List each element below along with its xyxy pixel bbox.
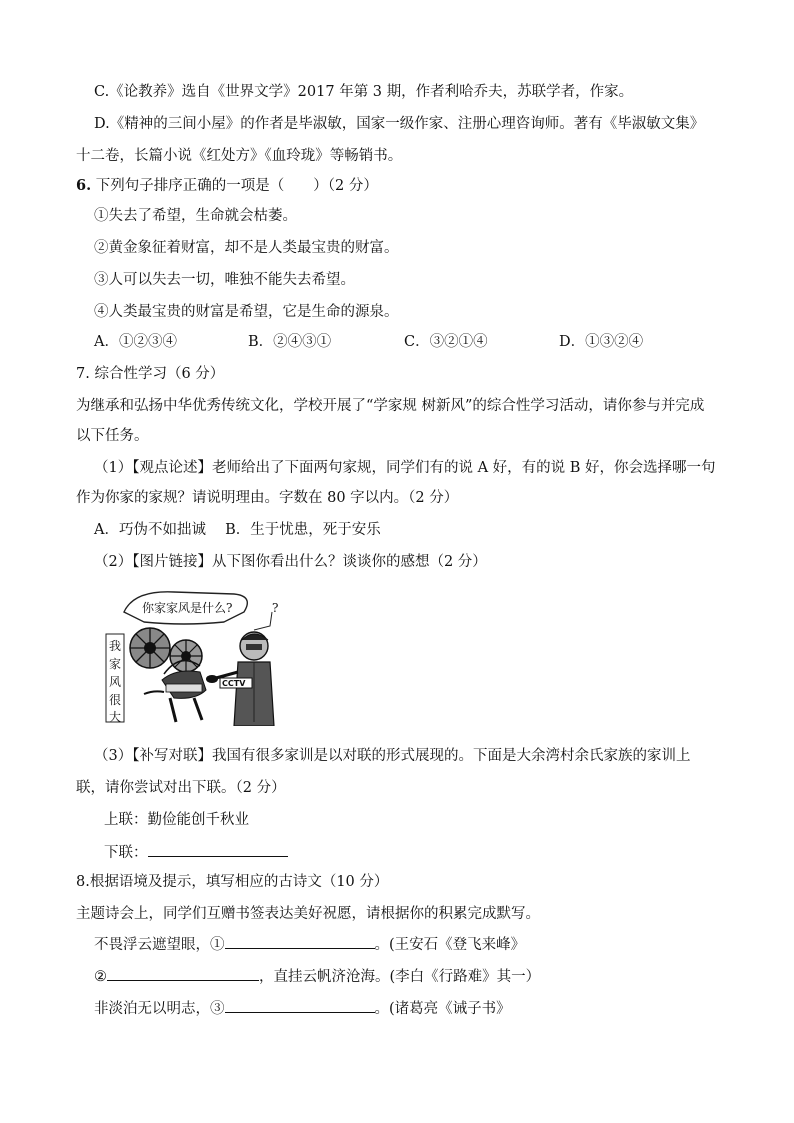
- q8-line3-start: 非淡泊无以明志，③: [94, 1001, 225, 1017]
- q8-blank-1[interactable]: [225, 934, 375, 949]
- q8-line2-end: ，直挂云帆济沧海。(李白《行路难》其一）: [259, 969, 541, 985]
- q7-intro-line2: 以下任务。: [76, 428, 149, 444]
- q6-option-c: C．③②①④: [404, 334, 488, 350]
- q8-title: 8.根据语境及提示，填写相应的古诗文（10 分）: [76, 874, 389, 890]
- q8-line2-start: ②: [94, 969, 107, 985]
- cartoon-speech-text: 你家家风是什么?: [142, 601, 233, 615]
- q8-blank-2[interactable]: [107, 966, 259, 981]
- q6-stem: [76, 176, 378, 196]
- q8-line1-end: 。(王安石《登飞来峰》: [374, 937, 526, 953]
- q6-number: 6.: [76, 177, 92, 194]
- q7-task2: （2）【图片链接】从下图你看出什么？谈谈你的感想（2 分）: [94, 554, 487, 570]
- q8-line1-start: 不畏浮云遮望眼，①: [94, 937, 225, 953]
- q6-sentence-1: ①失去了希望，生命就会枯萎。: [94, 208, 297, 224]
- sign-char-1: 我: [109, 639, 122, 653]
- q7-intro-line1: 为继承和弘扬中华优秀传统文化，学校开展了“学家规 树新风”的综合性学习活动，请你参与并完成: [76, 398, 705, 414]
- q7-task1-line2: 作为你家的家规？请说明理由。字数在 80 字以内。（2 分）: [76, 490, 459, 506]
- q7-task3-line1: （3）【补写对联】我国有很多家训是以对联的形式展现的。下面是大余湾村余氏家族的家训上: [94, 748, 691, 764]
- q6-sentence-3: ③人可以失去一切，唯独不能失去希望。: [94, 272, 355, 288]
- q6-option-d: D．①③②④: [559, 334, 644, 350]
- q8-line-3: [94, 998, 511, 1019]
- q8-intro: 主题诗会上，同学们互赠书签表达美好祝愿，请根据你的积累完成默写。: [76, 906, 540, 922]
- q7-task1-options: A．巧伪不如拙诚 B．生于忧患，死于安乐: [94, 522, 381, 538]
- fan-icon: [130, 628, 202, 672]
- q7-title: 7. 综合性学习（6 分）: [76, 366, 225, 382]
- q7-task1-line1: （1）【观点论述】老师给出了下面两句家规，同学们有的说 A 好，有的说 B 好，你会选择哪一句: [94, 460, 716, 476]
- lower-couplet-label: 下联：: [104, 845, 148, 861]
- sign-char-2: 家: [109, 657, 122, 671]
- q7-upper-couplet: 上联：勤俭能创千秋业: [104, 812, 249, 828]
- sign-char-3: 风: [109, 675, 122, 689]
- q7-task3-line2: 联，请你尝试对出下联。（2 分）: [76, 780, 286, 796]
- q8-line-2: [94, 966, 540, 987]
- q6-sentence-2: ②黄金象征着财富，却不是人类最宝贵的财富。: [94, 240, 399, 256]
- q5-option-d-line1: D.《精神的三间小屋》的作者是毕淑敏，国家一级作家、注册心理咨询师。著有《毕淑敏文集》: [94, 116, 705, 132]
- person-blown-icon: [144, 671, 206, 722]
- q6-option-a: A．①②③④: [94, 334, 177, 350]
- q7-lower-couplet: [104, 842, 288, 863]
- q8-line3-end: 。(诸葛亮《诫子书》: [374, 1001, 511, 1017]
- q6-sentence-4: ④人类最宝贵的财富是希望，它是生命的源泉。: [94, 304, 399, 320]
- mic-label: CCTV: [222, 679, 246, 688]
- question-mark-icon: ?: [272, 601, 279, 615]
- cartoon-pointer: [254, 612, 272, 630]
- q5-option-c: C.《论教养》选自《世界文学》2017 年第 3 期，作者利哈乔夫，苏联学者，作家。: [94, 84, 634, 100]
- sign-char-4: 很: [109, 693, 122, 707]
- lower-couplet-blank[interactable]: [148, 842, 288, 857]
- q6-option-b: B．②④③①: [248, 334, 332, 350]
- q8-line-1: [94, 934, 525, 955]
- q8-blank-3[interactable]: [225, 998, 375, 1013]
- q5-option-d-line2: 十二卷，长篇小说《红处方》《血玲珑》等畅销书。: [76, 148, 403, 164]
- family-style-cartoon: [104, 582, 288, 726]
- sign-char-5: 大: [109, 710, 122, 724]
- q6-stem-text: 下列句子排序正确的一项是（ ）（2 分）: [95, 178, 378, 194]
- q6-options: [94, 332, 694, 352]
